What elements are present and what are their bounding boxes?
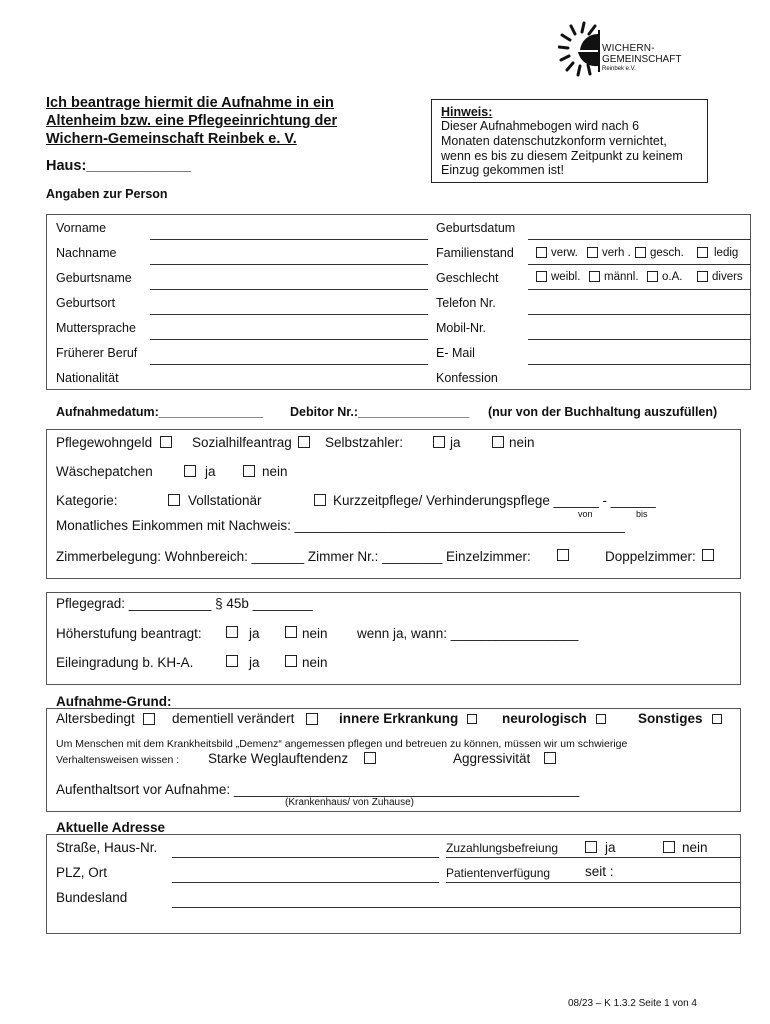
wenn-ja-field[interactable]: wenn ja, wann: _________________ [357,626,579,641]
kurzzeit-label: Kurzzeitpflege/ Verhinderungspflege ______ - ______ [333,493,656,508]
vorname-input[interactable] [150,239,428,240]
geschlecht-row-line [528,289,751,290]
eileingradung-ja-checkbox[interactable] [226,655,238,667]
kategorie-label: Kategorie: [56,493,118,508]
notice-title: Hinweis: [441,105,493,119]
eileingradung-label: Eileingradung b. KH-A. [56,655,194,670]
nationalitaet-input[interactable] [150,389,428,390]
innere-label: innere Erkrankung [339,711,459,726]
dement-checkbox[interactable] [306,713,318,725]
gesch-label: gesch. [650,247,684,259]
plz-label: PLZ, Ort [56,865,108,880]
innere-checkbox[interactable] [467,714,477,724]
verh-checkbox[interactable] [587,247,598,258]
doppelzimmer-checkbox[interactable] [702,549,714,561]
waesche-nein-checkbox[interactable] [243,465,255,477]
oa-checkbox[interactable] [647,271,658,282]
label-geburtsdatum: Geburtsdatum [436,221,516,235]
dement-label: dementiell verändert [172,711,295,726]
aufnahmedatum-field[interactable]: Aufnahmedatum:_______________ [56,405,264,419]
alter-label: Altersbedingt [56,711,135,726]
plz-input[interactable] [172,882,439,883]
zuzahlung-nein-label: nein [682,840,708,855]
label-geschlecht: Geschlecht [436,271,499,285]
notice-box [431,99,708,183]
label-nationalitaet: Nationalität [56,371,119,385]
sonstiges-label: Sonstiges [638,711,703,726]
selbstzahler-label: Selbstzahler: [325,435,404,450]
label-mobil: Mobil-Nr. [436,321,487,335]
verw-checkbox[interactable] [536,247,547,258]
label-email: E- Mail [436,346,475,360]
ledig-label: ledig [714,247,739,259]
strasse-label: Straße, Haus-Nr. [56,840,158,855]
oa-label: o.A. [662,271,683,283]
label-familienstand: Familienstand [436,246,514,260]
bundesland-label: Bundesland [56,890,128,905]
weglauf-checkbox[interactable] [364,752,376,764]
demenz-text-line1: Um Menschen mit dem Krankheitsbild „Demenz“ angemessen pflegen und betreuen zu können, müssen wir um schwierige [56,738,628,750]
footer-text: 08/23 – K 1.3.2 Seite 1 von 4 [568,998,697,1009]
patient-line[interactable] [446,882,741,883]
email-input[interactable] [528,364,751,365]
demenz-text-line2: Verhaltensweisen wissen : [56,754,180,766]
notice-line4: Einzug gekommen ist! [441,163,564,177]
zuzahlung-ja-label: ja [605,840,616,855]
eileingradung-ja-label: ja [249,655,260,670]
eileingradung-nein-label: nein [302,655,328,670]
waesche-ja-label: ja [205,464,216,479]
hoeherstufung-ja-checkbox[interactable] [226,626,238,638]
eileingradung-nein-checkbox[interactable] [285,655,297,667]
debitor-field[interactable]: Debitor Nr.:________________ [290,405,470,419]
zuzahlung-nein-checkbox[interactable] [663,841,675,853]
notice-line2: Monaten datenschutzkonform vernichtet, [441,134,667,148]
hoeherstufung-ja-label: ja [249,626,260,641]
weibl-checkbox[interactable] [536,271,547,282]
familienstand-row-line [528,264,751,265]
beruf-input[interactable] [150,364,428,365]
bundesland-input[interactable] [172,907,741,908]
divers-checkbox[interactable] [697,271,708,282]
seit-label: seit : [585,864,614,879]
grund-heading: Aufnahme-Grund: [56,694,172,709]
gesch-checkbox[interactable] [635,247,646,258]
aufenthalt-hint: (Krankenhaus/ von Zuhause) [285,797,414,808]
label-vorname: Vorname [56,221,107,235]
einzelzimmer-checkbox[interactable] [557,549,569,561]
neuro-checkbox[interactable] [596,714,606,724]
weglauf-label: Starke Weglauftendenz [208,751,349,766]
page-title-line3: Wichern-Gemeinschaft Reinbek e. V. [46,131,297,147]
label-beruf: Früherer Beruf [56,346,138,360]
hoeherstufung-label: Höherstufung beantragt: [56,626,202,641]
bis-hint: bis [636,509,648,519]
hoeherstufung-nein-label: nein [302,626,328,641]
page-title-line1: Ich beantrage hiermit die Aufnahme in ein [46,95,334,111]
muttersprache-input[interactable] [150,339,428,340]
doppelzimmer-label: Doppelzimmer: [605,549,696,564]
waesche-ja-checkbox[interactable] [184,465,196,477]
sozialhilfe-checkbox[interactable] [298,436,310,448]
selbstzahler-ja-checkbox[interactable] [433,436,445,448]
patient-label: Patientenverfügung [446,866,551,880]
label-konfession: Konfession [436,371,498,385]
maennl-label: männl. [604,271,639,283]
geburtsort-input[interactable] [150,314,428,315]
label-geburtsort: Geburtsort [56,296,116,310]
haus-field[interactable]: Haus:_____________ [46,158,192,174]
label-geburtsname: Geburtsname [56,271,132,285]
logo-line2: GEMEINSCHAFT [602,54,682,65]
zuzahlung-ja-checkbox[interactable] [585,841,597,853]
adresse-heading: Aktuelle Adresse [56,820,166,835]
nachname-input[interactable] [150,264,428,265]
maennl-checkbox[interactable] [589,271,600,282]
label-muttersprache: Muttersprache [56,321,136,335]
pflegewohngeld-label: Pflegewohngeld [56,435,153,450]
von-hint: von [578,509,593,519]
page-title-line2: Altenheim bzw. eine Pflegeeinrichtung der [46,113,338,129]
aggr-label: Aggressivität [453,751,531,766]
selbstzahler-nein-checkbox[interactable] [492,436,504,448]
notice-line3: wenn es bis zu diesem Zeitpunkt zu keinem [441,149,683,163]
ledig-checkbox[interactable] [697,247,708,258]
divers-label: divers [712,271,743,283]
vollstationaer-checkbox[interactable] [168,494,180,506]
buchhaltung-hint: (nur von der Buchhaltung auszufüllen) [488,405,718,419]
selbstzahler-nein-label: nein [509,435,535,450]
hoeherstufung-nein-checkbox[interactable] [285,626,297,638]
alter-checkbox[interactable] [143,713,155,725]
kurzzeit-checkbox[interactable] [314,494,326,506]
verw-label: verw. [551,247,578,259]
verh-label: verh . [602,247,631,259]
logo-line1: WICHERN- [602,43,655,54]
einkommen-field[interactable]: Monatliches Einkommen mit Nachweis: ____________________________________________ [56,518,625,533]
strasse-input[interactable] [172,857,439,858]
zimmer-field[interactable]: Zimmerbelegung: Wohnbereich: _______ Zimmer Nr.: ________ Einzelzimmer: [56,549,531,564]
telefon-input[interactable] [528,314,751,315]
geburtsname-input[interactable] [150,289,428,290]
sonstiges-checkbox[interactable] [712,714,722,724]
waesche-label: Wäschepatchen [56,464,153,479]
zuzahlung-line [446,857,741,858]
sozialhilfe-label: Sozialhilfeantrag [192,435,292,450]
aggr-checkbox[interactable] [544,752,556,764]
label-nachname: Nachname [56,246,117,260]
logo-line3: Reinbek e.V. [602,66,636,72]
mobil-input[interactable] [528,339,751,340]
aufenthalt-field[interactable]: Aufenthaltsort vor Aufnahme: ______________________________________________ [56,782,580,797]
sun-logo-icon [558,20,606,78]
vollstationaer-label: Vollstationär [188,493,262,508]
pflegewohngeld-checkbox[interactable] [160,436,172,448]
pflegegrad-field[interactable]: Pflegegrad: ___________ § 45b ________ [56,596,313,611]
label-telefon: Telefon Nr. [436,296,496,310]
neuro-label: neurologisch [502,711,587,726]
selbstzahler-ja-label: ja [450,435,461,450]
waesche-nein-label: nein [262,464,288,479]
geburtsdatum-input[interactable] [528,239,751,240]
zuzahlung-label: Zuzahlungsbefreiung [446,841,559,855]
person-heading: Angaben zur Person [46,187,168,201]
notice-line1: Dieser Aufnahmebogen wird nach 6 [441,119,640,133]
logo [558,20,688,80]
weibl-label: weibl. [551,271,581,283]
